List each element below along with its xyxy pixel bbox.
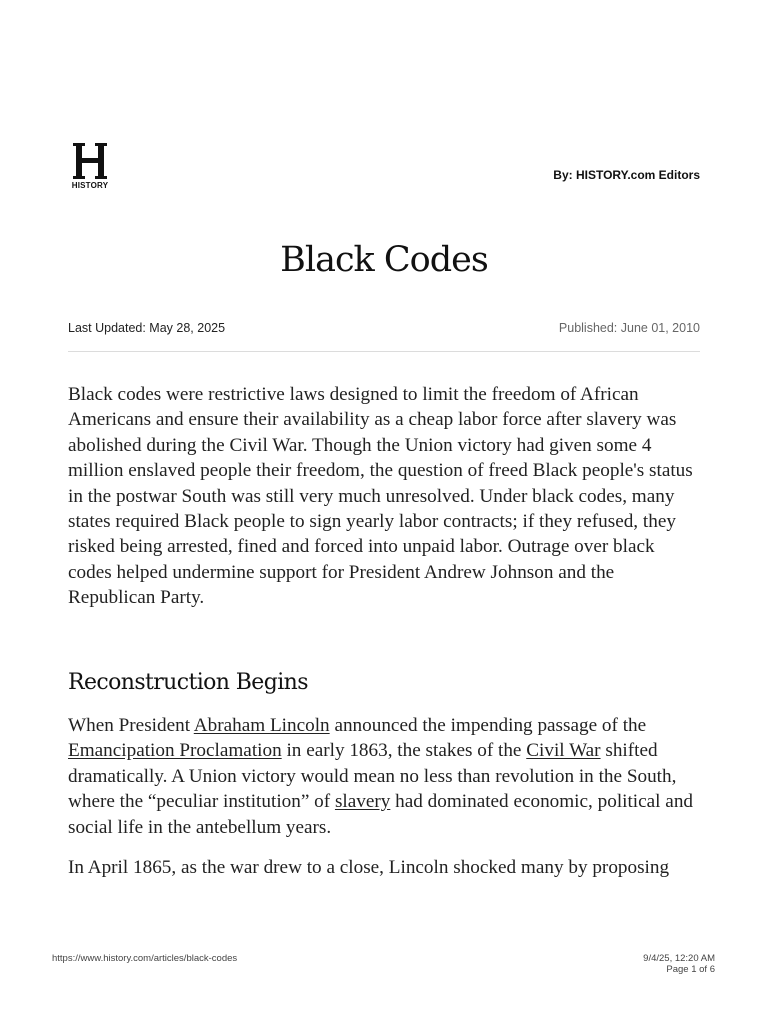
article-meta xyxy=(68,321,700,337)
text-run: in early 1863, the stakes of the xyxy=(281,740,527,762)
text-run: When President xyxy=(68,715,194,736)
byline: By: HISTORY.com Editors xyxy=(553,168,700,182)
footer-print-info xyxy=(643,953,715,975)
published-date: Published: June 01, 2010 xyxy=(558,321,700,335)
text-run: announced the impending passage of the xyxy=(329,715,647,736)
page-number: Page 1 of 6 xyxy=(666,964,715,975)
intro-paragraph: Black codes were restrictive laws designed to limit the freedom of African Americans and ensure their availability as a cheap labor force after slavery was abolished during the Civil War. Though the Union victory had given some 4 million enslaved people their freedom, the question of freed Black people's status in the postwar South was still very much unresolved. Under black codes, many states required Black people to sign yearly labor contracts; if they refused, they risked being arrested, fined and forced into unpaid labor. Outrage over black codes helped undermine support for President Andrew Johnson and the Republican Party. xyxy=(68,384,693,609)
print-datetime: 9/4/25, 12:20 AM xyxy=(643,953,715,964)
text-run: had dominated economic, political and social life in the antebellum years. xyxy=(68,791,694,838)
page-title: Black Codes xyxy=(280,240,488,280)
logo-wordmark: HISTORY xyxy=(71,181,109,190)
last-updated: Last Updated: May 28, 2025 xyxy=(68,321,226,335)
link-emancipation-proclamation[interactable]: Emancipation Proclamation xyxy=(68,740,282,762)
link-slavery[interactable]: slavery xyxy=(334,791,391,813)
section-heading: Reconstruction Begins xyxy=(68,670,308,695)
link-abraham-lincoln[interactable]: Abraham Lincoln xyxy=(193,715,330,736)
paragraph-reconstruction xyxy=(68,713,700,840)
paragraph-april-1865: In April 1865, as the war drew to a close, Lincoln shocked many by proposing xyxy=(68,857,670,878)
text-run: shifted dramatically. A Union victory would mean no less than revolution in the South, where the “peculiar institution” of xyxy=(68,740,677,813)
divider xyxy=(68,351,700,352)
link-civil-war[interactable]: Civil War xyxy=(526,740,601,762)
footer-url: https://www.history.com/articles/black-codes xyxy=(52,953,238,964)
